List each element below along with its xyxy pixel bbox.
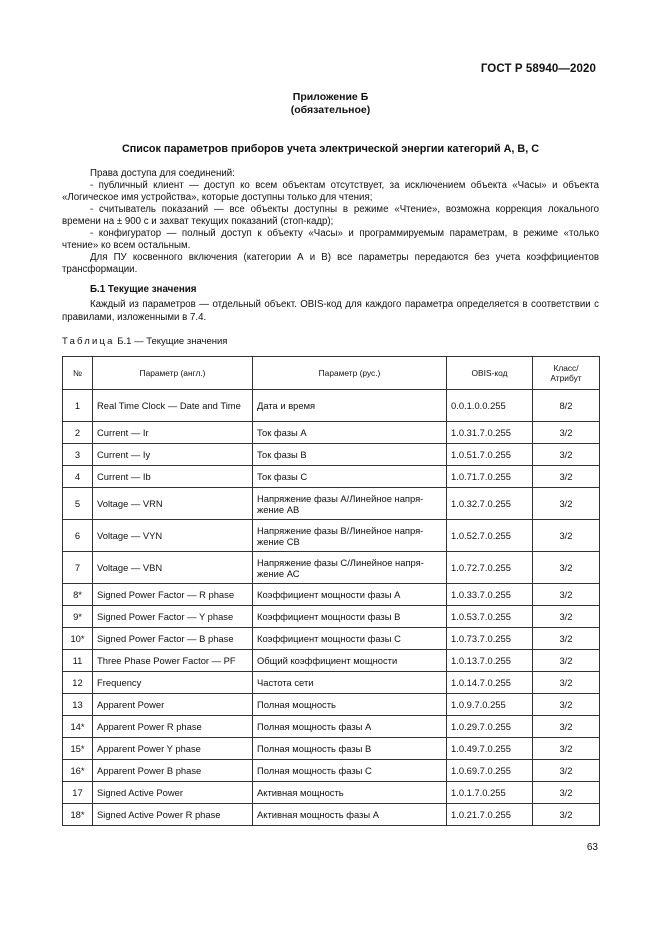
section-paragraph: Каждый из параметров — отдельный объект. OBIS-код для каждого параметра определяется в соответствии с правилами, изложенными в 7.4. [62, 299, 599, 323]
cell-num: 8* [63, 584, 93, 606]
table-row [63, 444, 600, 466]
cell-name-ru: Напряжение фазы С/Линейное напряжение АС [253, 552, 447, 584]
cell-name-en: Frequency [93, 672, 253, 694]
appendix-title: Приложение Б [292, 91, 369, 103]
cell-class-attr: 3/2 [533, 520, 600, 552]
cell-class-attr: 3/2 [533, 716, 600, 738]
cell-num: 12 [63, 672, 93, 694]
table-row [63, 422, 600, 444]
cell-name-en: Signed Active Power R phase [93, 804, 253, 826]
cell-name-ru: Коэффициент мощности фазы В [253, 606, 447, 628]
cell-name-ru: Дата и время [253, 390, 447, 422]
cell-name-ru: Активная мощность фазы А [253, 804, 447, 826]
cell-name-ru: Частота сети [253, 672, 447, 694]
cell-obis: 1.0.33.7.0.255 [447, 584, 533, 606]
cell-name-en: Signed Power Factor — B phase [93, 628, 253, 650]
table-row [63, 650, 600, 672]
cell-obis: 1.0.72.7.0.255 [447, 552, 533, 584]
standard-code: ГОСТ Р 58940—2020 [480, 63, 596, 75]
table-row [63, 390, 600, 422]
cell-name-ru: Полная мощность [253, 694, 447, 716]
cell-num: 2 [63, 422, 93, 444]
cell-obis: 1.0.21.7.0.255 [447, 804, 533, 826]
cell-name-ru: Напряжение фазы А/Линейное напряжение АВ [253, 488, 447, 520]
intro-paragraph: Для ПУ косвенного включения (категории А и В) все параметры передаются без учета коэффициентов трансформации. [62, 252, 599, 275]
cell-name-ru: Коэффициент мощности фазы А [253, 584, 447, 606]
cell-class-attr: 3/2 [533, 782, 600, 804]
cell-obis: 1.0.9.7.0.255 [447, 694, 533, 716]
intro-paragraph: - конфигуратор — полный доступ к объекту «Часы» и программируемым параметрам, в режиме «только чтение» ко всем остальным. [62, 228, 599, 251]
cell-name-en: Apparent Power B phase [93, 760, 253, 782]
cell-name-en: Voltage — VYN [93, 520, 253, 552]
cell-obis: 1.0.31.7.0.255 [447, 422, 533, 444]
cell-name-en: Current — Iy [93, 444, 253, 466]
cell-name-ru: Полная мощность фазы А [253, 716, 447, 738]
table-row [63, 606, 600, 628]
cell-name-en: Signed Power Factor — R phase [93, 584, 253, 606]
cell-class-attr: 3/2 [533, 694, 600, 716]
intro-text [62, 168, 599, 276]
table-row [63, 804, 600, 826]
cell-name-ru: Напряжение фазы В/Линейное напряжение СВ [253, 520, 447, 552]
cell-class-attr: 3/2 [533, 466, 600, 488]
cell-class-attr: 3/2 [533, 804, 600, 826]
table-row [63, 466, 600, 488]
table-row [63, 520, 600, 552]
cell-name-en: Current — Ir [93, 422, 253, 444]
table-row [63, 584, 600, 606]
cell-name-en: Apparent Power [93, 694, 253, 716]
cell-name-en: Signed Active Power [93, 782, 253, 804]
cell-class-attr: 3/2 [533, 552, 600, 584]
cell-obis: 1.0.73.7.0.255 [447, 628, 533, 650]
cell-class-attr: 3/2 [533, 672, 600, 694]
cell-class-attr: 3/2 [533, 488, 600, 520]
cell-num: 6 [63, 520, 93, 552]
intro-paragraph: - публичный клиент — доступ ко всем объектам отсутствует, за исключением объекта «Часы» и объекта «Логическое имя устройства», которые доступны только для чтения; [62, 180, 599, 203]
table-row [63, 738, 600, 760]
cell-obis: 1.0.69.7.0.255 [447, 760, 533, 782]
cell-obis: 1.0.51.7.0.255 [447, 444, 533, 466]
header-obis: OBIS-код [447, 357, 533, 390]
parameters-table [62, 356, 600, 826]
table-row [63, 552, 600, 584]
cell-name-ru: Ток фазы А [253, 422, 447, 444]
cell-name-ru: Ток фазы С [253, 466, 447, 488]
header-name-ru: Параметр (рус.) [253, 357, 447, 390]
cell-name-ru: Ток фазы В [253, 444, 447, 466]
cell-class-attr: 3/2 [533, 422, 600, 444]
cell-num: 11 [63, 650, 93, 672]
header-num: № [63, 357, 93, 390]
cell-obis: 1.0.1.7.0.255 [447, 782, 533, 804]
cell-class-attr: 3/2 [533, 760, 600, 782]
page-number: 63 [586, 842, 598, 853]
cell-class-attr: 3/2 [533, 444, 600, 466]
intro-paragraph: Права доступа для соединений: [90, 168, 235, 179]
appendix-subtitle: (обязательное) [290, 104, 371, 116]
cell-num: 10* [63, 628, 93, 650]
cell-obis: 1.0.52.7.0.255 [447, 520, 533, 552]
cell-num: 15* [63, 738, 93, 760]
cell-num: 14* [63, 716, 93, 738]
cell-name-en: Voltage — VBN [93, 552, 253, 584]
cell-num: 1 [63, 390, 93, 422]
cell-class-attr: 8/2 [533, 390, 600, 422]
cell-name-en: Signed Power Factor — Y phase [93, 606, 253, 628]
cell-obis: 1.0.49.7.0.255 [447, 738, 533, 760]
cell-num: 7 [63, 552, 93, 584]
cell-num: 16* [63, 760, 93, 782]
cell-obis: 1.0.29.7.0.255 [447, 716, 533, 738]
table-caption-label: Таблица [62, 336, 115, 347]
cell-name-en: Real Time Clock — Date and Time [93, 390, 253, 422]
cell-num: 9* [63, 606, 93, 628]
cell-class-attr: 3/2 [533, 606, 600, 628]
cell-class-attr: 3/2 [533, 628, 600, 650]
intro-paragraph: - считыватель показаний — все объекты доступны в режиме «Чтение», возможна коррекция локального времени на ± 900 с и захват текущих показаний (стоп-кадр); [62, 204, 599, 227]
cell-obis: 0.0.1.0.0.255 [447, 390, 533, 422]
cell-obis: 1.0.13.7.0.255 [447, 650, 533, 672]
cell-class-attr: 3/2 [533, 650, 600, 672]
cell-num: 4 [63, 466, 93, 488]
table-header-row [63, 357, 600, 390]
table-caption-text: Б.1 — Текущие значения [117, 336, 228, 347]
cell-name-ru: Полная мощность фазы С [253, 760, 447, 782]
cell-num: 3 [63, 444, 93, 466]
cell-name-ru: Коэффициент мощности фазы С [253, 628, 447, 650]
table-row [63, 716, 600, 738]
cell-name-ru: Общий коэффициент мощности [253, 650, 447, 672]
header-name-en: Параметр (англ.) [93, 357, 253, 390]
table-row [63, 628, 600, 650]
section-title: Б.1 Текущие значения [90, 284, 197, 295]
cell-name-en: Three Phase Power Factor — PF [93, 650, 253, 672]
cell-name-en: Apparent Power R phase [93, 716, 253, 738]
section-text [62, 298, 599, 324]
table-row [63, 694, 600, 716]
table-row [63, 672, 600, 694]
table-row [63, 760, 600, 782]
cell-num: 13 [63, 694, 93, 716]
header-class-attr: Класс/ Атрибут [533, 357, 600, 390]
cell-class-attr: 3/2 [533, 738, 600, 760]
cell-obis: 1.0.71.7.0.255 [447, 466, 533, 488]
cell-obis: 1.0.53.7.0.255 [447, 606, 533, 628]
cell-num: 17 [63, 782, 93, 804]
cell-name-ru: Активная мощность [253, 782, 447, 804]
cell-name-en: Voltage — VRN [93, 488, 253, 520]
table-caption [62, 336, 227, 347]
cell-name-ru: Полная мощность фазы В [253, 738, 447, 760]
cell-name-en: Current — Ib [93, 466, 253, 488]
cell-num: 5 [63, 488, 93, 520]
main-title: Список параметров приборов учета электрической энергии категорий А, В, С [121, 143, 540, 155]
cell-num: 18* [63, 804, 93, 826]
cell-obis: 1.0.14.7.0.255 [447, 672, 533, 694]
cell-obis: 1.0.32.7.0.255 [447, 488, 533, 520]
table-row [63, 488, 600, 520]
appendix-heading [0, 91, 661, 117]
cell-name-en: Apparent Power Y phase [93, 738, 253, 760]
cell-class-attr: 3/2 [533, 584, 600, 606]
table-row [63, 782, 600, 804]
